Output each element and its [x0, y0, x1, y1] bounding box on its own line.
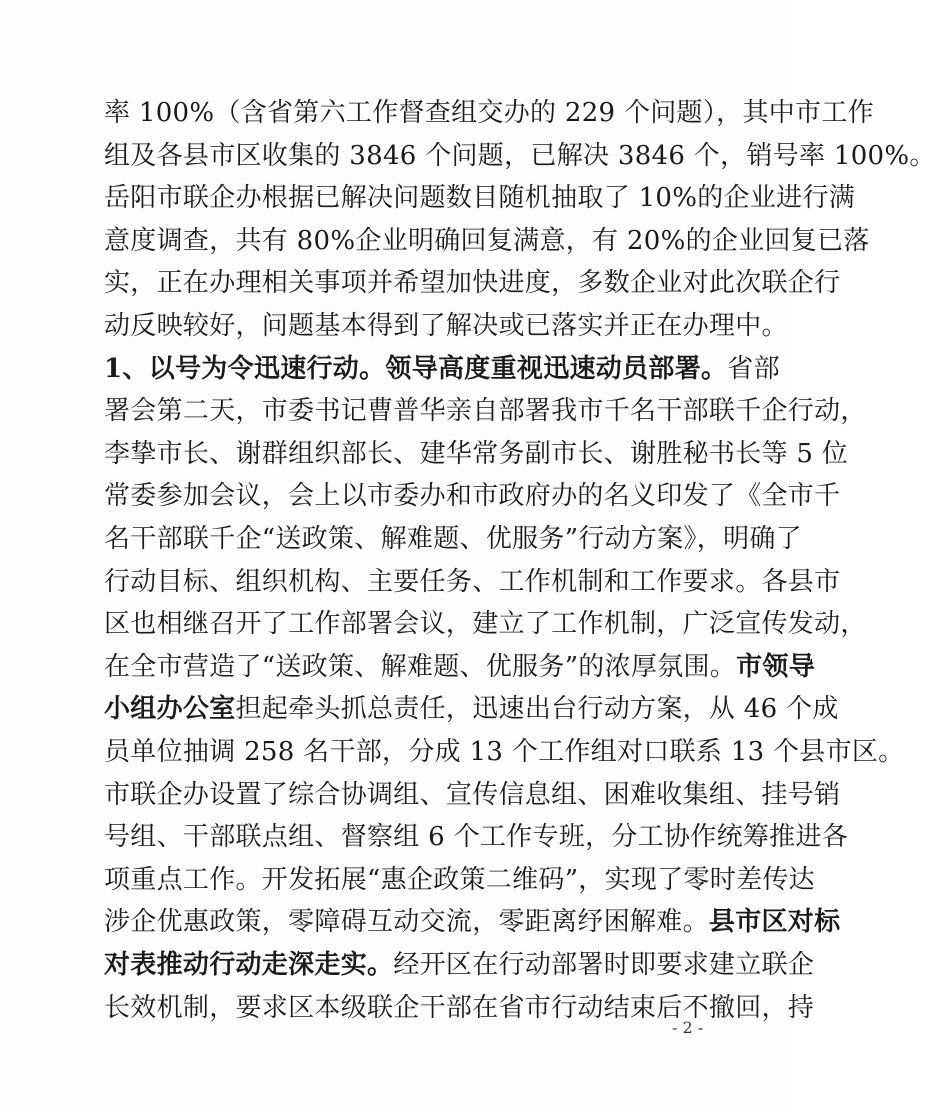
text-segment: 担起牵头抓总责任，迅速出台行动方案，从 46 个成 — [235, 694, 839, 725]
text-segment: 率 100%（含省第六工作督查组交办的 229 个问题），其中市工作 — [104, 98, 874, 128]
page-number: - 2 - — [672, 1018, 704, 1037]
text-segment: 岳阳市联企办根据已解决问题数目随机抽取了 10%的企业进行满 — [104, 183, 856, 214]
text-segment: 项重点工作。开发拓展“惠企政策二维码”，实现了零时差传达 — [104, 864, 815, 895]
bold-text-segment: 市领导 — [736, 651, 815, 682]
text-segment: 组及各县市区收集的 3846 个问题，已解决 3846 个，销号率 100%。 — [104, 140, 936, 171]
text-line — [104, 778, 841, 812]
text-line — [104, 309, 788, 343]
text-segment: 经开区在行动部署时即要求建立联企 — [393, 950, 815, 980]
text-line — [104, 905, 841, 939]
text-line — [104, 650, 815, 684]
text-segment: 市联企办设置了综合协调组、宣传信息组、困难收集组、挂号销 — [104, 779, 841, 810]
text-line — [104, 820, 849, 854]
text-segment: 意度调查，共有 80%企业明确回复满意，有 20%的企业回复已落 — [104, 225, 870, 256]
text-line — [104, 565, 841, 599]
text-line — [104, 692, 839, 726]
text-segment: 动反映较好，问题基本得到了解决或已落实并正在办理中。 — [104, 311, 788, 341]
text-line — [104, 437, 849, 471]
text-line — [104, 735, 905, 769]
text-segment: 长效机制，要求区本级联企干部在省市行动结束后不撤回，持 — [104, 992, 815, 1023]
text-segment: 区也相继召开了工作部署会议，建立了工作机制，广泛宣传发动， — [104, 609, 867, 640]
text-line — [104, 352, 780, 386]
text-line — [104, 266, 841, 300]
bold-text-segment: 小组办公室 — [104, 694, 236, 725]
text-segment: 名干部联千企“送政策、解难题、优服务”行动方案》，明确了 — [104, 524, 802, 554]
bold-text-segment: 对表推动行动走深走实。 — [104, 950, 394, 980]
text-segment: 实，正在办理相关事项并希望加快进度，多数企业对此次联企行 — [104, 268, 841, 299]
text-segment: 行动目标、组织机构、主要任务、工作机制和工作要求。各县市 — [104, 566, 841, 597]
text-segment: 涉企优惠政策，零障碍互动交流，零距离纾困解难。 — [104, 907, 709, 938]
text-segment: 员单位抽调 258 名干部，分成 13 个工作组对口联系 13 个县市区。 — [104, 737, 905, 767]
text-line — [104, 139, 936, 173]
text-line — [104, 607, 867, 641]
text-line — [104, 948, 815, 982]
text-line — [104, 96, 874, 130]
text-line — [104, 863, 815, 897]
text-segment: 署会第二天，市委书记曹普华亲自部署我市千名干部联千企行动， — [104, 396, 867, 427]
text-line — [104, 479, 841, 513]
text-segment: 号组、干部联点组、督察组 6 个工作专班，分工协作统筹推进各 — [104, 822, 849, 853]
text-segment: 省部 — [727, 353, 780, 384]
bold-text-segment: 县市区对标 — [708, 907, 841, 938]
text-line — [104, 991, 815, 1025]
text-line — [104, 181, 856, 215]
text-segment: 在全市营造了“送政策、解难题、优服务”的浓厚氛围。 — [104, 651, 737, 682]
text-segment: 李挚市长、谢群组织部长、建华常务副市长、谢胜秘书长等 5 位 — [104, 438, 849, 469]
bold-text-segment: 1、以号为令迅速行动。领导高度重视迅速动员部署。 — [104, 353, 728, 384]
text-line — [104, 522, 802, 556]
text-segment: 常委参加会议，会上以市委办和市政府办的名义印发了《全市千 — [104, 481, 841, 512]
text-line — [104, 394, 867, 428]
text-line — [104, 224, 870, 258]
